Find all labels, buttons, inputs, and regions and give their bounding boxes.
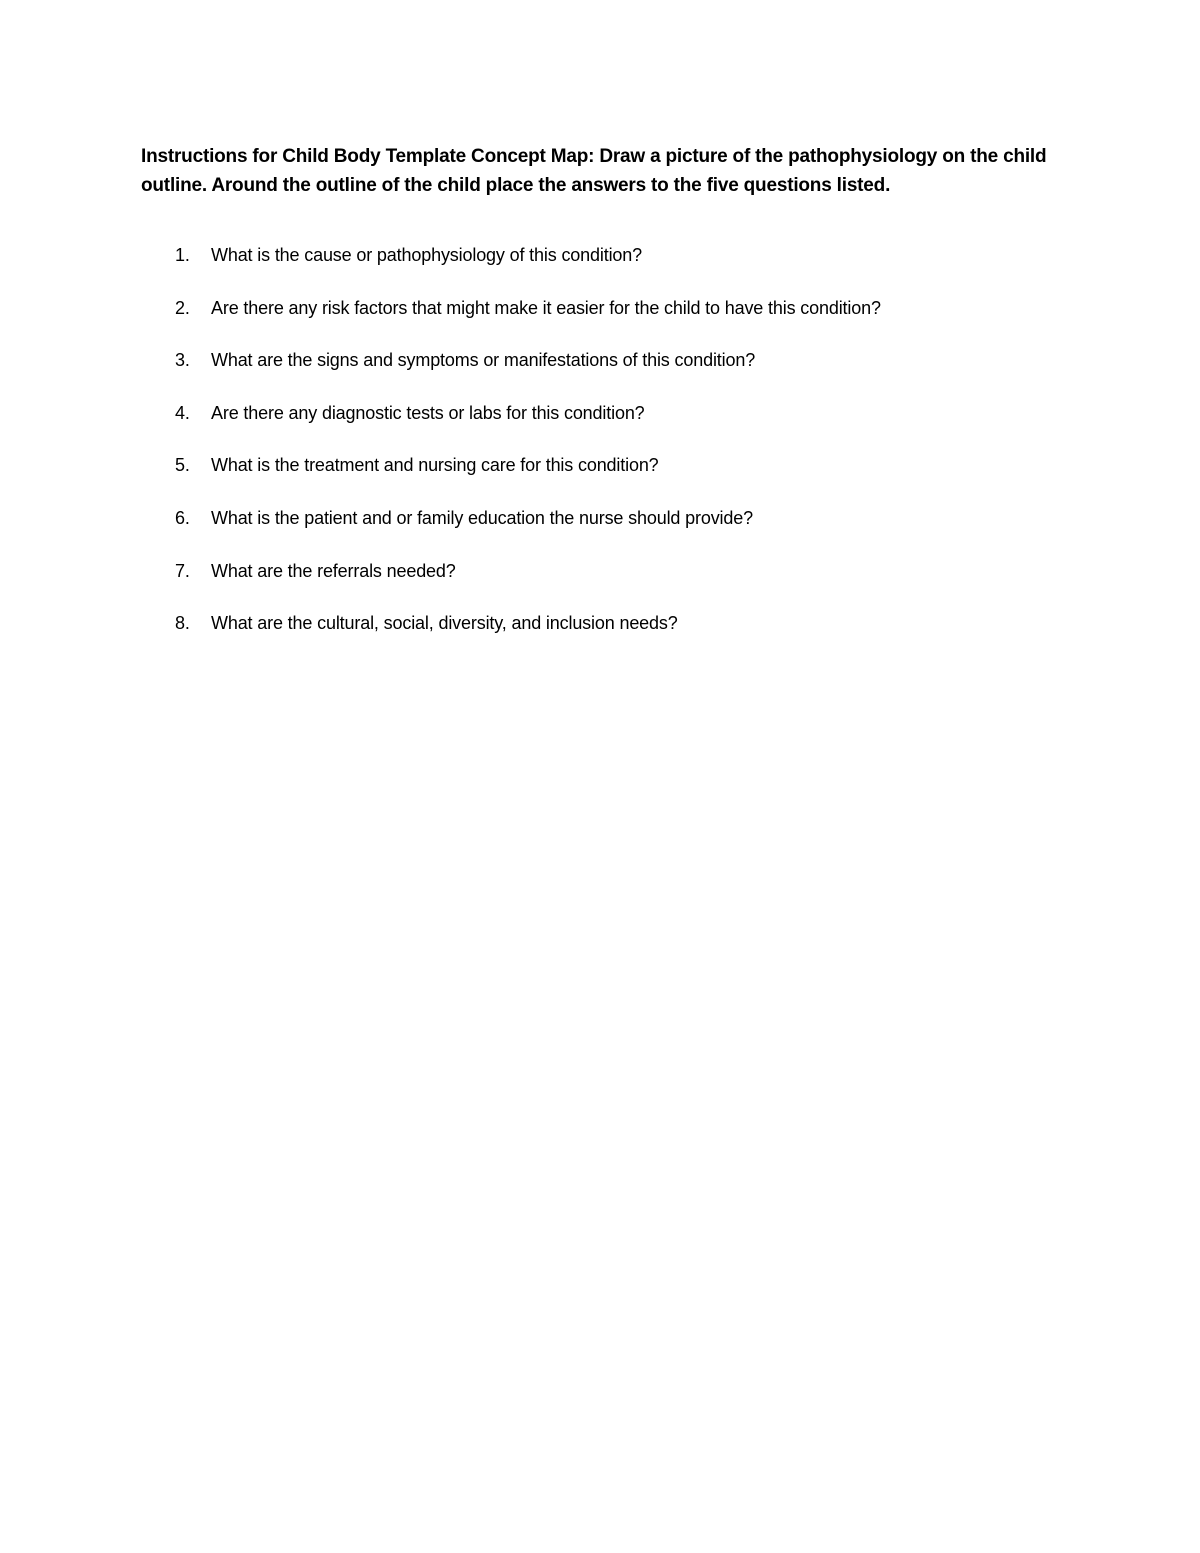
question-item-8	[141, 608, 1071, 661]
question-text: What is the treatment and nursing care for this condition?	[211, 455, 659, 476]
question-item-1	[141, 240, 1071, 293]
question-number: 2.	[175, 297, 190, 318]
question-text: Are there any risk factors that might make it easier for the child to have this condition?	[211, 297, 881, 318]
question-item-2	[141, 293, 1071, 346]
question-number: 7.	[175, 560, 190, 581]
question-item-7	[141, 556, 1071, 609]
question-number: 6.	[175, 507, 190, 528]
question-item-5	[141, 450, 1071, 503]
question-list	[141, 240, 1071, 661]
question-item-4	[141, 398, 1071, 451]
question-text: What is the cause or pathophysiology of this condition?	[211, 245, 643, 265]
question-text: What is the patient and or family education the nurse should provide?	[211, 507, 753, 528]
question-text: Are there any diagnostic tests or labs for this condition?	[211, 402, 645, 423]
question-text: What are the referrals needed?	[211, 560, 456, 581]
question-text: What are the cultural, social, diversity, and inclusion needs?	[211, 613, 678, 634]
question-text: What are the signs and symptoms or manifestations of this condition?	[211, 350, 756, 371]
instructions-paragraph: Instructions for Child Body Template Concept Map: Draw a picture of the pathophysiology on the child outline. Around the outline of the child place the answers to the five questions listed.	[141, 146, 1047, 196]
question-number: 3.	[175, 350, 190, 371]
question-number: 8.	[175, 613, 190, 634]
question-number: 1.	[175, 245, 190, 265]
question-item-6	[141, 503, 1071, 556]
question-number: 5.	[175, 455, 190, 476]
question-number: 4.	[175, 402, 190, 423]
question-item-3	[141, 345, 1071, 398]
